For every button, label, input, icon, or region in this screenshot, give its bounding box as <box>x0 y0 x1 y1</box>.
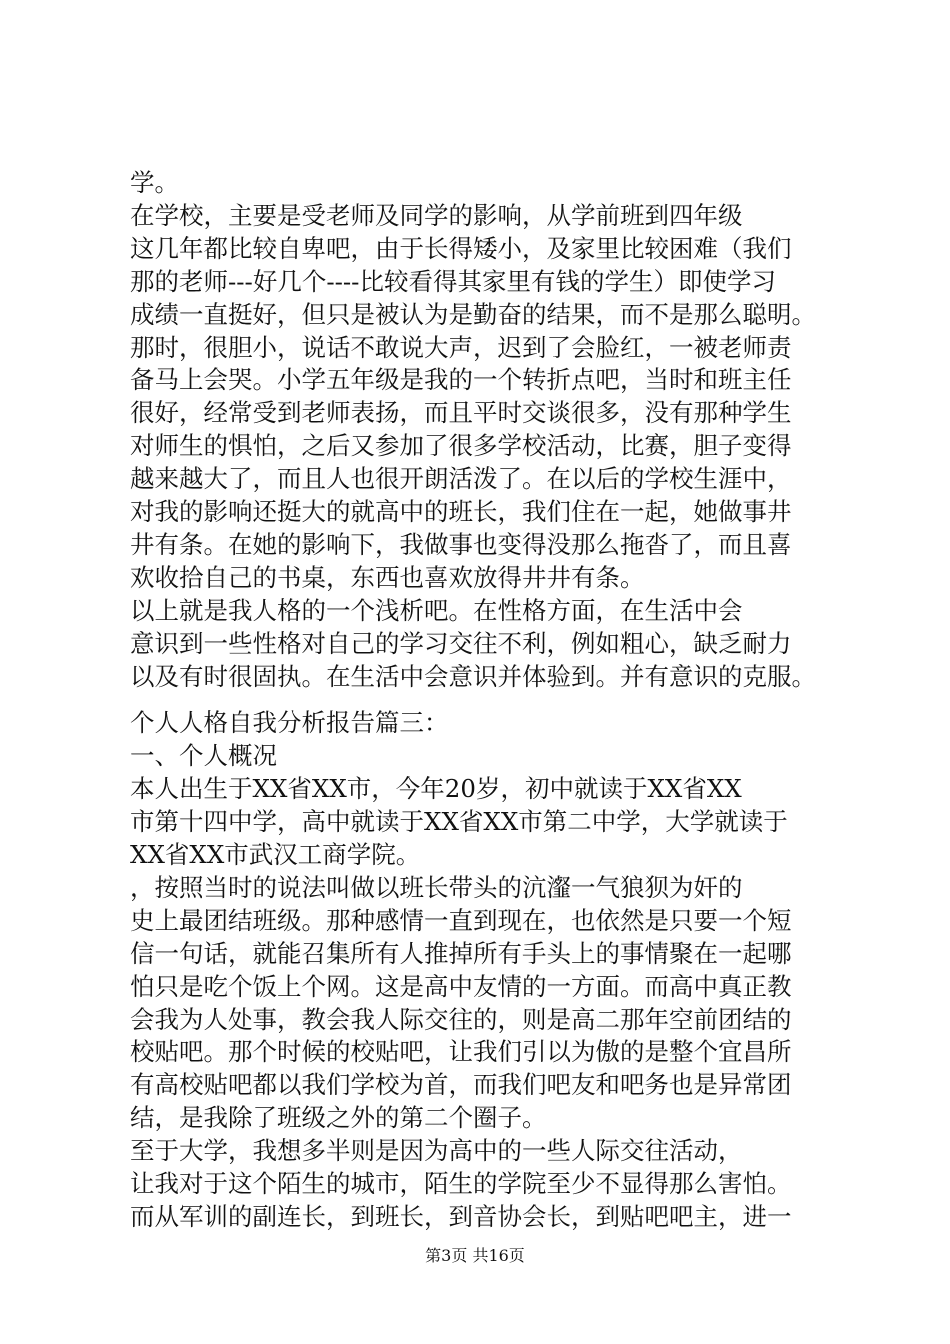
text-line: 结，是我除了班级之外的第二个圈子。 <box>130 1103 547 1132</box>
subsection-heading: 一、个人概况 <box>130 741 277 770</box>
text-line: 怕只是吃个饭上个网。这是高中友情的一方面。而高中真正教 <box>130 972 792 1001</box>
text-line: 成绩一直挺好，但只是被认为是勤奋的结果，而不是那么聪明。 <box>130 300 816 329</box>
text-line: 对师生的惧怕，之后又参加了很多学校活动，比赛，胆子变得 <box>130 431 792 460</box>
text-line: 校贴吧。那个时候的校贴吧，让我们引以为傲的是整个宜昌所 <box>130 1037 792 1066</box>
text-line: 而从军训的副连长，到班长，到音协会长，到贴吧吧主，进一 <box>130 1202 792 1231</box>
text-line: 以及有时很固执。在生活中会意识并体验到。并有意识的克服。 <box>130 662 816 691</box>
text-line: 市第十四中学，高中就读于XX省XX市第二中学，大学就读于 <box>130 807 788 836</box>
text-line: 越来越大了，而且人也很开朗活泼了。在以后的学校生涯中， <box>130 464 792 493</box>
text-line: 本人出生于XX省XX市，今年20岁，初中就读于XX省XX <box>130 774 742 803</box>
text-line: 学。 <box>130 168 179 197</box>
text-line: 这几年都比较自卑吧，由于长得矮小，及家里比较困难（我们 <box>130 234 792 263</box>
text-line: 至于大学，我想多半则是因为高中的一些人际交往活动， <box>130 1136 743 1165</box>
text-line: 让我对于这个陌生的城市，陌生的学院至少不显得那么害怕。 <box>130 1169 792 1198</box>
text-line: 信一句话，就能召集所有人推掉所有手头上的事情聚在一起哪 <box>130 939 792 968</box>
text-line: 在学校，主要是受老师及同学的影响，从学前班到四年级 <box>130 201 743 230</box>
text-line: 会我为人处事，教会我人际交往的，则是高二那年空前团结的 <box>130 1005 792 1034</box>
page-number-footer: 第3页 共16页 <box>425 1246 525 1265</box>
text-line: 以上就是我人格的一个浅析吧。在性格方面，在生活中会 <box>130 596 743 625</box>
text-line: ，按照当时的说法叫做以班长带头的沆瀣一气狼狈为奸的 <box>130 873 743 902</box>
section-heading: 个人人格自我分析报告篇三： <box>130 708 449 737</box>
text-line: 欢收拾自己的书桌，东西也喜欢放得井井有条。 <box>130 563 645 592</box>
text-line: 对我的影响还挺大的就高中的班长，我们住在一起，她做事井 <box>130 497 792 526</box>
text-line: 备马上会哭。小学五年级是我的一个转折点吧，当时和班主任 <box>130 365 792 394</box>
text-line: 意识到一些性格对自己的学习交往不利，例如粗心，缺乏耐力 <box>130 629 792 658</box>
text-line: XX省XX市武汉工商学院。 <box>130 840 421 869</box>
text-line: 井有条。在她的影响下，我做事也变得没那么拖沓了，而且喜 <box>130 530 792 559</box>
text-line: 那的老师---好几个----比较看得其家里有钱的学生）即使学习 <box>130 267 776 296</box>
text-line: 那时，很胆小，说话不敢说大声，迟到了会脸红，一被老师责 <box>130 333 792 362</box>
text-line: 史上最团结班级。那种感情一直到现在，也依然是只要一个短 <box>130 906 792 935</box>
text-line: 很好，经常受到老师表扬，而且平时交谈很多，没有那种学生 <box>130 398 792 427</box>
text-line: 有高校贴吧都以我们学校为首，而我们吧友和吧务也是异常团 <box>130 1070 792 1099</box>
